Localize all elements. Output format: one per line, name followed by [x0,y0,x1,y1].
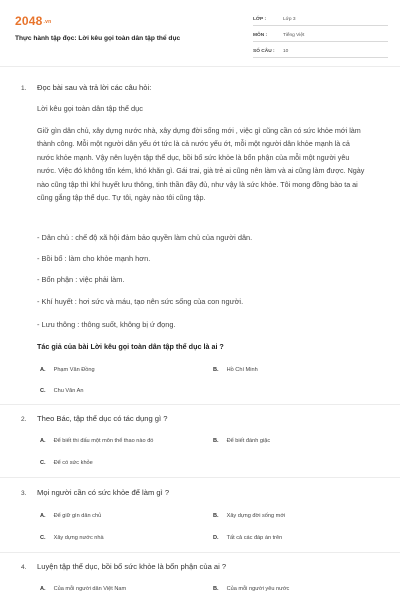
question-divider [0,552,400,553]
option-text: Xây dựng đời sống mới [226,513,286,519]
question-number: 1. [21,85,27,92]
answer-option[interactable] [40,586,126,592]
answer-option[interactable] [40,460,93,466]
answer-option[interactable] [213,438,270,444]
meta-row-count [253,46,388,58]
question-number: 4. [21,564,27,571]
question-prompt: Mọi người cần có sức khỏe để làm gì ? [37,488,170,497]
question-prompt: Theo Bác, tập thể dục có tác dụng gì ? [37,414,168,423]
meta-label: LỚP : [253,17,267,22]
meta-row-subject [253,30,388,42]
option-text: Để biết đánh giặc [226,438,271,444]
option-text: Hồ Chí Minh [226,367,258,373]
answer-option[interactable] [213,586,289,592]
option-text: Phạm Văn Đồng [53,367,95,373]
option-text: Để biết thi đấu một môn thể thao nào đó [53,438,154,444]
page-title: Thực hành tập đọc: Lời kêu gọi toàn dân tập thể dục [15,35,181,42]
answer-option[interactable] [213,513,285,519]
answer-option[interactable] [40,535,104,541]
option-letter: A. [40,513,46,519]
option-text: Tất cả các đáp án trên [226,535,283,541]
option-letter: A. [40,586,46,592]
logo-main: 2048 [15,14,43,28]
answer-option[interactable] [213,535,282,541]
option-letter: D. [213,535,219,541]
meta-value: Tiếng Việt [283,33,305,38]
question-number: 3. [21,490,27,497]
vocab-note: - Lưu thông : thông suốt, không bị ứ đọng. [37,320,176,329]
site-logo[interactable] [15,14,51,28]
logo-suffix: .vn [43,18,52,25]
option-letter: A. [40,367,46,373]
answer-option[interactable] [40,388,83,394]
meta-value: 10 [283,49,289,54]
answer-option[interactable] [40,367,95,373]
option-letter: C. [40,460,46,466]
option-text: Để giữ gìn dân chủ [53,513,102,519]
vocab-note: - Dân chủ : chế độ xã hội đảm bảo quyền làm chủ của người dân. [37,233,253,242]
option-letter: C. [40,388,46,394]
option-text: Xây dựng nước nhà [53,535,104,541]
question-text: Tác giả của bài Lời kêu gọi toàn dân tập thể dục là ai ? [37,342,224,351]
question-prompt: Đọc bài sau và trả lời các câu hỏi: [37,83,152,92]
answer-option[interactable] [213,367,258,373]
header [0,0,400,66]
question-divider [0,404,400,405]
option-text: Chu Văn An [53,388,84,394]
option-letter: A. [40,438,46,444]
option-letter: B. [213,513,219,519]
meta-row-class [253,14,388,26]
header-divider [0,66,400,67]
quiz-meta [253,14,388,62]
meta-value: Lớp 3 [283,17,296,22]
option-letter: B. [213,586,219,592]
passage-text: Giữ gìn dân chủ, xây dựng nước nhà, xây dựng đời sống mới , việc gì cũng cần có sức khỏe mới làm thành công. Mỗi một người dân yếu ớt tức là cả nước yếu ớt, mỗi một người dân khỏe mạnh là cả nước khỏe mạnh. Vậy nên luyện tập thể dục, bồi bổ sức khỏe là bổn phận của mỗi một người yêu nước. Việc đó không tốn kém, khó khăn gì. Gái trai, già trẻ ai cũng nên làm và ai cũng làm được. Ngày nào cũng tập thì khí huyết lưu thông, tinh thần đầy đủ, như vậy là sức khỏe. Tôi mong đồng bào ta ai cũng gắng tập thể dục. Tự tôi, ngày nào tôi cũng tập. [37,126,365,203]
question-number: 2. [21,416,27,423]
meta-label: SỐ CÂU : [253,49,275,54]
option-letter: B. [213,438,219,444]
option-text: Để có sức khỏe [53,460,93,466]
option-text: Của mỗi người dân Việt Nam [53,586,127,592]
option-text: Của mỗi người yêu nước [226,586,290,592]
question-divider [0,477,400,478]
option-letter: B. [213,367,219,373]
question-prompt: Luyện tập thể dục, bồi bổ sức khỏe là bổn phận của ai ? [37,562,227,571]
passage-title: Lời kêu gọi toàn dân tập thể dục [37,104,143,113]
option-letter: C. [40,535,46,541]
answer-option[interactable] [40,438,153,444]
vocab-note: - Bổn phận : việc phải làm. [37,275,125,284]
vocab-note: - Bồi bổ : làm cho khỏe mạnh hơn. [37,254,151,263]
answer-option[interactable] [40,513,101,519]
meta-label: MÔN : [253,33,268,38]
vocab-note: - Khí huyết : hơi sức và máu, tạo nên sức sống của con người. [37,297,244,306]
